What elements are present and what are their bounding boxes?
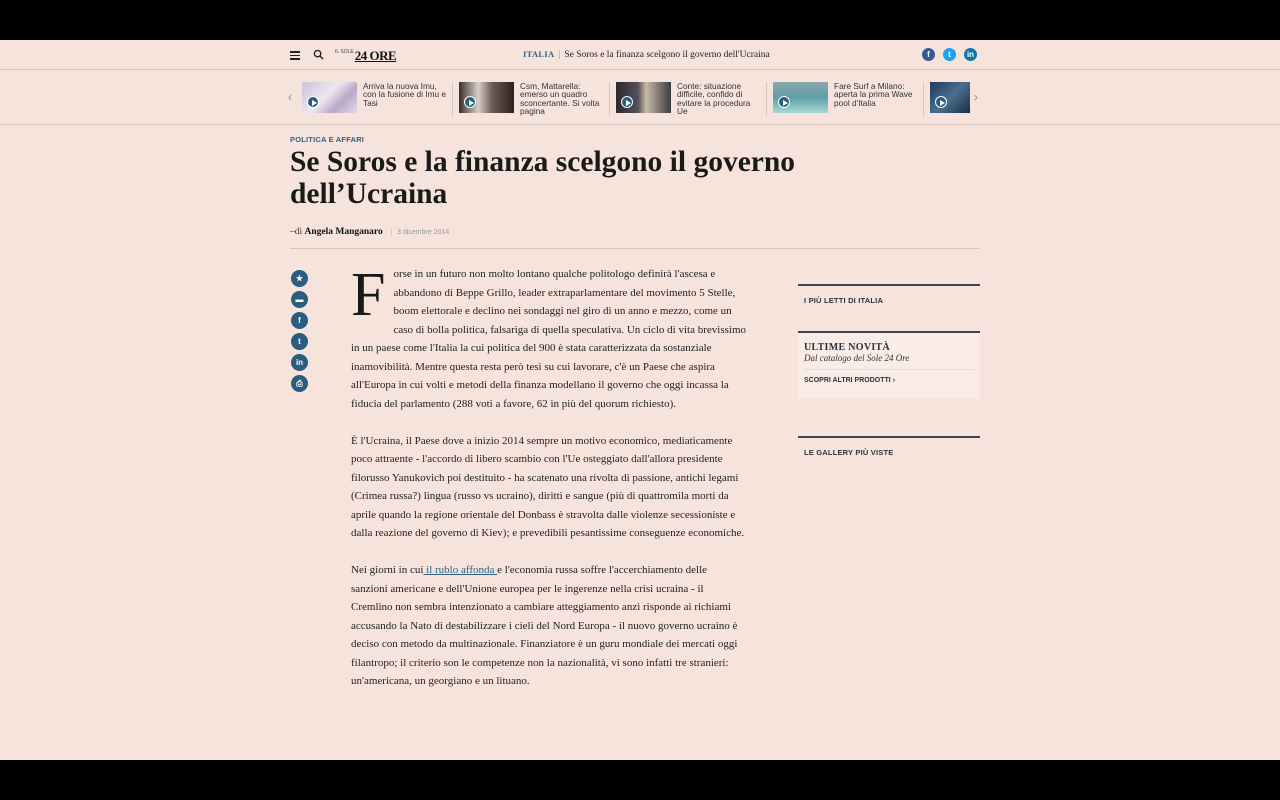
breadcrumb-section[interactable]: ITALIA: [523, 49, 555, 59]
most-read-widget: [798, 284, 980, 314]
facebook-icon[interactable]: f: [291, 312, 308, 329]
play-icon: [307, 96, 319, 108]
article-category[interactable]: POLITICA E AFFARI: [290, 135, 365, 144]
breadcrumb-title: Se Soros e la finanza scelgono il governo dell'Ucraina: [564, 50, 770, 60]
play-icon: [935, 96, 947, 108]
video-item[interactable]: [616, 82, 763, 118]
twitter-icon[interactable]: t: [943, 48, 956, 61]
play-icon: [464, 96, 476, 108]
divider: [923, 82, 924, 116]
video-item[interactable]: [773, 82, 920, 118]
inline-link[interactable]: il rublo affonda: [423, 564, 498, 576]
discover-products-label: SCOPRI ALTRI PRODOTTI: [804, 377, 891, 384]
letterbox-bottom: [0, 760, 1280, 800]
paragraph-text: Nei giorni in cui: [351, 564, 424, 576]
video-title: Arriva la nuova Imu, con la fusione di Imu e Tasi: [363, 81, 447, 108]
video-thumbnail: [616, 82, 671, 113]
site-logo[interactable]: [335, 46, 396, 64]
breadcrumb: [523, 49, 770, 60]
paragraph: [351, 561, 746, 691]
video-thumbnail: [302, 82, 357, 113]
divider: [452, 82, 453, 116]
logo-text: 24 ORE: [354, 48, 397, 63]
author-name[interactable]: Angela Manganaro: [304, 227, 383, 237]
latest-products-widget: [798, 331, 980, 399]
logo-small-text: IL SOLE: [335, 49, 354, 55]
search-icon[interactable]: [313, 49, 324, 60]
play-icon: [621, 96, 633, 108]
video-thumbnail: [773, 82, 828, 113]
divider: [766, 82, 767, 116]
gallery-heading: LE GALLERY PIÙ VISTE: [804, 448, 894, 457]
byline: [290, 227, 449, 237]
latest-products-title: ULTIME NOVITÀ: [804, 342, 891, 353]
article-body: [351, 261, 746, 709]
bookmark-star-icon[interactable]: ★: [291, 270, 308, 287]
comment-icon[interactable]: ▬: [291, 291, 308, 308]
video-item[interactable]: [302, 82, 449, 118]
letterbox-top: [0, 0, 1280, 40]
top-header: [0, 40, 1280, 70]
divider: [290, 248, 980, 249]
twitter-icon[interactable]: t: [291, 333, 308, 350]
video-title: Csm, Mattarella: emerso un quadro sconcertante. Si volta pagina: [520, 81, 600, 117]
video-carousel: [0, 72, 1280, 125]
paragraph: È l'Ucraina, il Paese dove a inizio 2014 sempre un motivo economico, mediaticamente poco attraente - l'accordo di libero scambio con l'Ue osteggiato dall'allora presidente filorusso Yanukovich poi destituito - ha scatenato una rivolta di passione, antichi legami (Crimea russa?) lingua (russo vs ucraino), diritti e sangue (più di quattromila morti da aprile quando la regione orientale del Donbass è stravolta dalle violenze secessioniste e dalla reazione del governo di Kiev); e prevedibili pesantissime conseguenze economiche.: [351, 434, 745, 539]
article-page: [0, 40, 1280, 760]
video-thumbnail: [459, 82, 514, 113]
paragraph-text: e l'economia russa soffre l'accerchiamento delle sanzioni americane e dell'Unione europea per le ingerenze nella crisi ucraina - il Cremlino non sembra intenzionato a cambiare atteggiamento anzi risponde ai richiami accusando la Nato di destabilizzare i cieli del Nord Europa - il nuovo governo ucraino è deciso con metodo da multinazionale. Finanziatore è un guru mondiale dei mercati oggi filantropo; il criterio son le competenze non la nazionalità, vi sono infatti tre stranieri: un'americana, un georgiano e un lituano.: [351, 564, 738, 687]
paragraph-text: orse in un futuro non molto lontano qualche politologo definirà l'ascesa e abbandono di Beppe Grillo, leader extraparlamentare del movimento 5 Stelle, boom elettorale e declino nei sondaggi nel giro di un anno e mezzo, come un caso di bolla politica, falsariga di quella speculativa. Un ciclo di vita brevissimo in un paese come l'Italia la cui politica del 900 è stata caratterizzata da sostanziale inamovibilità. Mentre questa resta però tesi su cui lavorare, c'è un Paese che aspira all'Europa in cui volti e metodi della finanza modellano il governo che oggi incassa la fiducia del parlamento (288 voti a favore, 62 in più del quorum richiesto).: [351, 268, 746, 410]
article-title: Se Soros e la finanza scelgono il governo dell’Ucraina: [290, 146, 796, 210]
menu-icon[interactable]: [290, 51, 300, 59]
drop-cap: F: [351, 261, 386, 329]
linkedin-icon[interactable]: in: [291, 354, 308, 371]
gallery-widget: [798, 436, 980, 466]
byline-prefix: –di: [290, 227, 303, 237]
video-title: Conte: situazione difficile, confido di evitare la procedura Ue: [677, 81, 751, 117]
publish-date: 3 dicembre 2014: [391, 229, 449, 236]
latest-products-subtitle: Dal catalogo del Sole 24 Ore: [804, 353, 910, 363]
carousel-next-arrow-icon[interactable]: ›: [974, 90, 978, 104]
facebook-icon[interactable]: f: [922, 48, 935, 61]
chevron-right-icon: ›: [892, 377, 896, 384]
video-item[interactable]: [930, 82, 970, 118]
most-read-heading: I PIÙ LETTI DI ITALIA: [804, 296, 884, 305]
carousel-prev-arrow-icon[interactable]: ‹: [288, 90, 292, 104]
breadcrumb-separator: |: [558, 50, 561, 60]
video-thumbnail: [930, 82, 970, 113]
paragraph: [351, 261, 746, 413]
divider: [609, 82, 610, 116]
video-item[interactable]: [459, 82, 606, 118]
linkedin-icon[interactable]: in: [964, 48, 977, 61]
discover-products-link[interactable]: [798, 370, 980, 384]
print-icon[interactable]: ⎙: [291, 375, 308, 392]
play-icon: [778, 96, 790, 108]
video-title: Fare Surf a Milano: aperta la prima Wave pool d'Italia: [834, 81, 913, 108]
